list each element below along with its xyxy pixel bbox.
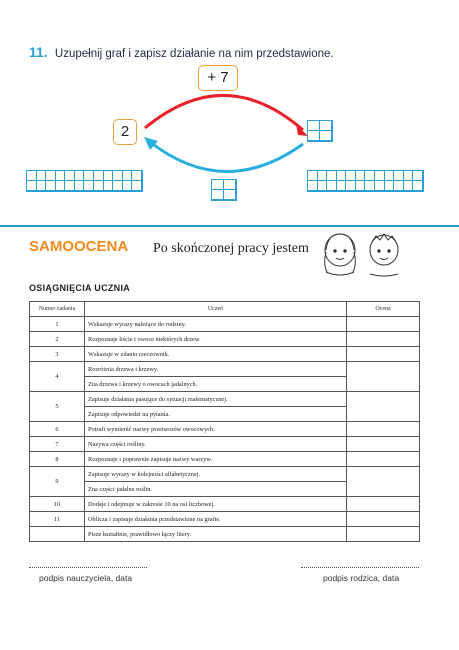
table-row: [30, 467, 420, 482]
task-number-cell: 6: [30, 422, 85, 437]
task-number-cell: 8: [30, 452, 85, 467]
criterion-cell: Wskazuje wyrazy należące do rodziny.: [85, 317, 347, 332]
task-number-cell: 11: [30, 512, 85, 527]
backward-arrow: [150, 142, 303, 172]
criterion-cell: Potrafi wymienić nazwy przetworów owocowych.: [85, 422, 347, 437]
criterion-cell: Nazywa części rośliny.: [85, 437, 347, 452]
grade-cell[interactable]: [347, 497, 420, 512]
task-number-cell: 4: [30, 362, 85, 392]
grade-cell[interactable]: [347, 452, 420, 467]
teacher-signature: [29, 567, 147, 583]
criterion-cell: Zapisuje wyrazy w kolejności alfabetycznej.: [85, 467, 347, 482]
table-row: [30, 362, 420, 377]
criterion-cell: Pisze kształtnie, prawidłowo łączy litery.: [85, 527, 347, 542]
section-divider: [0, 225, 459, 227]
right-equation-grid[interactable]: [307, 170, 424, 192]
column-header: Uczeń: [85, 302, 347, 317]
result-answer-grid[interactable]: [307, 120, 333, 142]
table-row: [30, 497, 420, 512]
task-number-cell: 2: [30, 332, 85, 347]
table-row: [30, 392, 420, 407]
table-row: [30, 512, 420, 527]
teacher-signature-label: podpis nauczyciela, data: [39, 573, 133, 583]
parent-signature-label: podpis rodzica, data: [323, 573, 400, 583]
table-row: [30, 452, 420, 467]
grade-cell[interactable]: [347, 437, 420, 452]
criterion-cell: Oblicza i zapisuje działania przedstawione na grafie.: [85, 512, 347, 527]
criterion-cell: Zna drzewa i krzewy o owocach jadalnych.: [85, 377, 347, 392]
boy-face-icon[interactable]: [370, 234, 398, 276]
self-assessment-title: SAMOOCENA: [29, 238, 129, 255]
criterion-cell: Dodaje i odejmuje w zakresie 10 na osi liczbowej.: [85, 497, 347, 512]
task-number-cell: 1: [30, 317, 85, 332]
grade-cell[interactable]: [347, 332, 420, 347]
task-number-cell: 10: [30, 497, 85, 512]
table-row: [30, 317, 420, 332]
parent-signature-line[interactable]: [301, 567, 419, 568]
task-number-cell: 5: [30, 392, 85, 422]
grade-cell[interactable]: [347, 362, 420, 392]
criterion-cell: Wskazuje w zdaniu rzeczownik.: [85, 347, 347, 362]
table-header-row: [30, 302, 420, 317]
table-row: [30, 347, 420, 362]
criterion-cell: Zapisuje działania pasujące do sytuacji matematycznej.: [85, 392, 347, 407]
grade-cell[interactable]: [347, 317, 420, 332]
parent-signature: [301, 567, 419, 583]
criterion-cell: Zapisuje odpowiedzi na pytania.: [85, 407, 347, 422]
forward-arrow: [145, 95, 303, 130]
teacher-signature-line[interactable]: [29, 567, 147, 568]
operation-answer-grid[interactable]: [211, 179, 237, 201]
criterion-cell: Rozpoznaje i poprawnie zapisuje nazwy warzyw.: [85, 452, 347, 467]
grade-cell[interactable]: [347, 512, 420, 527]
task-number-cell: 7: [30, 437, 85, 452]
girl-face-icon[interactable]: [325, 234, 356, 275]
table-row: [30, 332, 420, 347]
grade-cell[interactable]: [347, 392, 420, 422]
task-number-cell: 3: [30, 347, 85, 362]
table-row: [30, 527, 420, 542]
grade-cell[interactable]: [347, 347, 420, 362]
criterion-cell: Rozróżnia drzewa i krzewy.: [85, 362, 347, 377]
column-header: Numer zadania: [30, 302, 85, 317]
achievements-table: [29, 301, 420, 542]
mood-faces: [318, 230, 408, 278]
self-assessment-subtitle: Po skończonej pracy jestem: [153, 241, 309, 256]
column-header: Ocena: [347, 302, 420, 317]
criterion-cell: Rozpoznaje liście i owoce niektórych drzew.: [85, 332, 347, 347]
grade-cell[interactable]: [347, 422, 420, 437]
exercise-number: 11.: [29, 44, 48, 60]
grade-cell[interactable]: [347, 467, 420, 497]
grade-cell[interactable]: [347, 527, 420, 542]
exercise-instruction: Uzupełnij graf i zapisz działanie na nim przedstawione.: [54, 48, 334, 60]
criterion-cell: Zna części jadalne roślin.: [85, 482, 347, 497]
task-number-cell: 9: [30, 467, 85, 497]
achievements-heading: OSIĄGNIĘCIA UCZNIA: [29, 283, 131, 293]
table-row: [30, 422, 420, 437]
task-number-cell: [30, 527, 85, 542]
table-row: [30, 437, 420, 452]
operation-box: + 7: [198, 65, 238, 91]
start-value-box: 2: [113, 119, 137, 145]
left-equation-grid[interactable]: [26, 170, 143, 192]
